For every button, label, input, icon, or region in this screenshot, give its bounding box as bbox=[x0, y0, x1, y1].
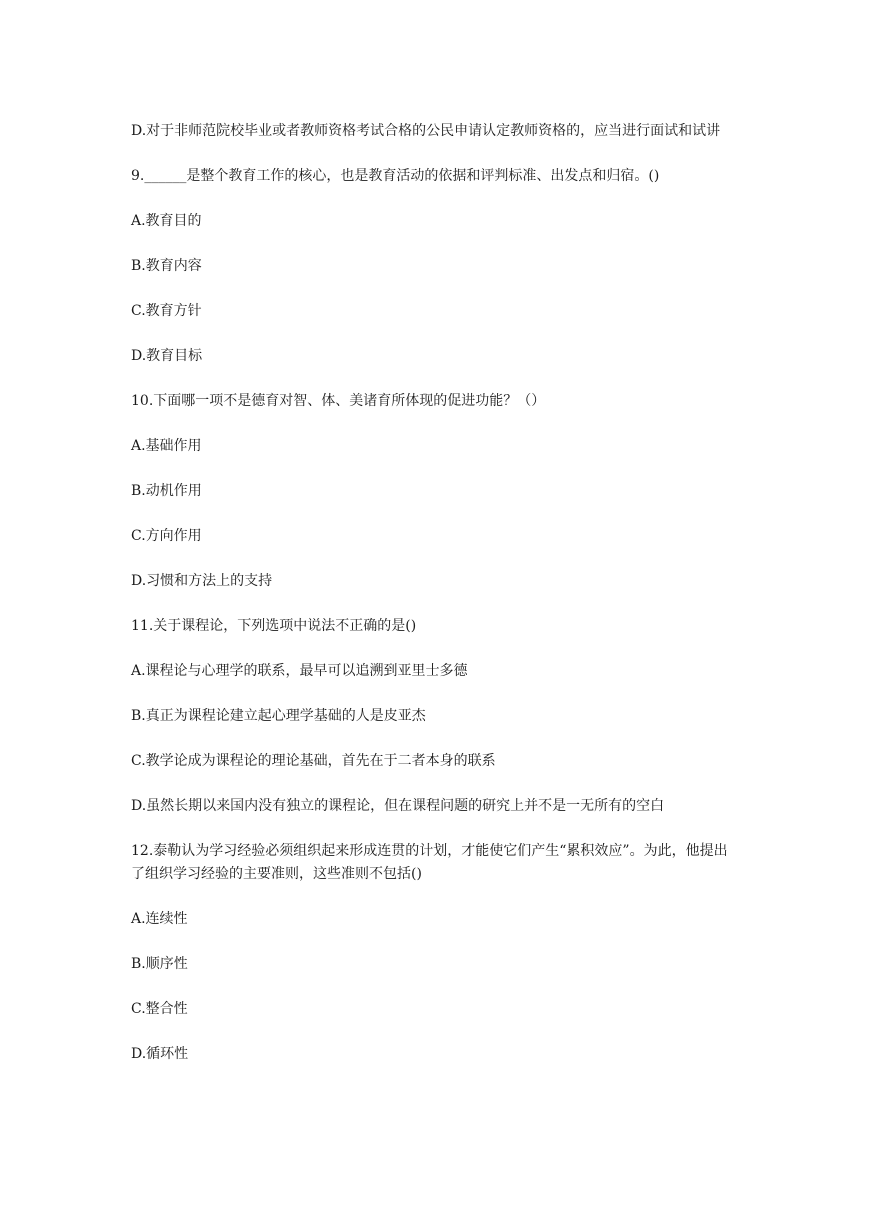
q11-option-b: B.真正为课程论建立起心理学基础的人是皮亚杰 bbox=[131, 708, 426, 724]
q8-option-d: D.对于非师范院校毕业或者教师资格考试合格的公民申请认定教师资格的，应当进行面试和试讲 bbox=[131, 123, 721, 139]
q12-option-c: C.整合性 bbox=[131, 1001, 188, 1017]
q10-option-c: C.方向作用 bbox=[131, 528, 202, 544]
q10-option-b: B.动机作用 bbox=[131, 483, 202, 499]
question-9: 9.______是整个教育工作的核心，也是教育活动的依据和评判标准、出发点和归宿。() bbox=[131, 168, 660, 184]
q10-option-a: A.基础作用 bbox=[131, 438, 202, 454]
q11-option-d: D.虽然长期以来国内没有独立的课程论，但在课程问题的研究上并不是一无所有的空白 bbox=[131, 798, 665, 814]
q10-option-d: D.习惯和方法上的支持 bbox=[131, 573, 273, 589]
q9-option-b: B.教育内容 bbox=[131, 258, 202, 274]
document-page bbox=[131, 120, 741, 1088]
q11-option-c: C.教学论成为课程论的理论基础，首先在于二者本身的联系 bbox=[131, 753, 496, 769]
q12-option-b: B.顺序性 bbox=[131, 956, 188, 972]
question-11: 11.关于课程论，下列选项中说法不正确的是() bbox=[131, 618, 417, 634]
q9-option-d: D.教育目标 bbox=[131, 348, 203, 364]
question-12: 12.泰勒认为学习经验必须组织起来形成连贯的计划，才能使它们产生“累积效应”。为此，他提出了组织学习经验的主要准则，这些准则不包括() bbox=[131, 843, 728, 882]
q9-option-a: A.教育目的 bbox=[131, 213, 202, 229]
q11-option-a: A.课程论与心理学的联系，最早可以追溯到亚里士多德 bbox=[131, 663, 468, 679]
q9-option-c: C.教育方针 bbox=[131, 303, 202, 319]
q12-option-a: A.连续性 bbox=[131, 911, 188, 927]
q12-option-d: D.循环性 bbox=[131, 1046, 189, 1062]
question-10: 10.下面哪一项不是德育对智、体、美诸育所体现的促进功能？（） bbox=[131, 393, 546, 409]
